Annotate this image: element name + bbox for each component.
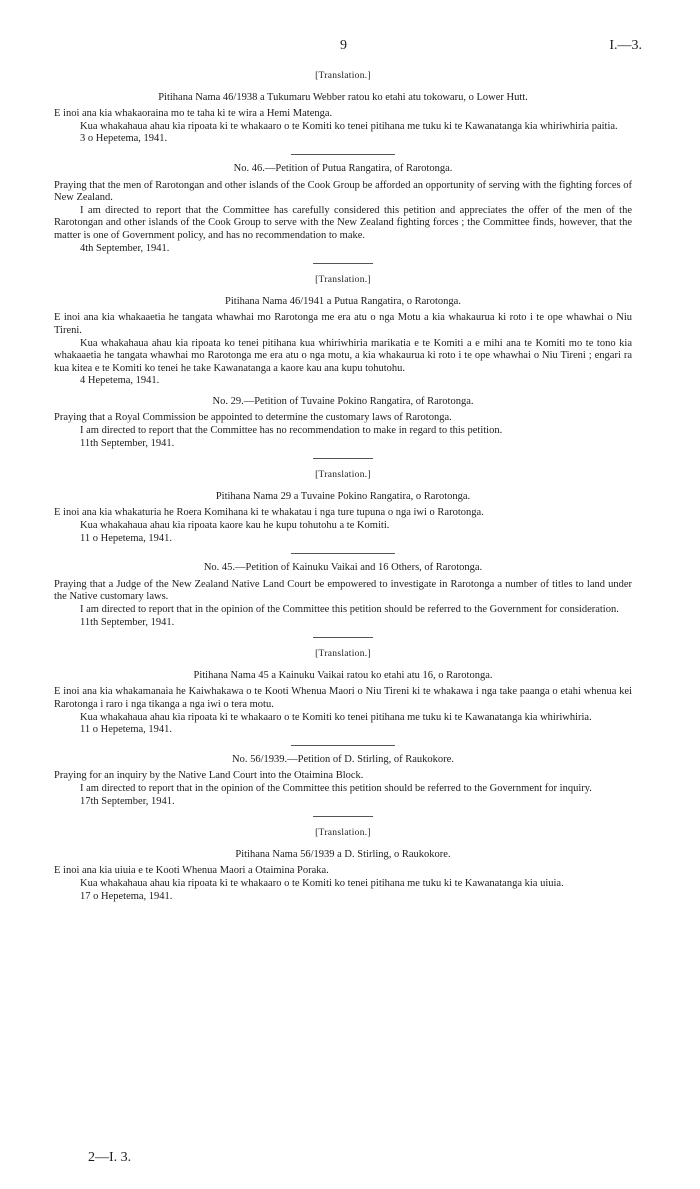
petition-translation-29 — [54, 469, 632, 545]
report-date: 11 o Hepetema, 1941. — [80, 724, 173, 736]
petition-prayer: E inoi ana kia whakaaetia he tangata whawhai mo Rarotonga me era atu o nga Motu a kia whakaurua ki roto i te ope whawhai o Niu Tireni. — [54, 312, 632, 336]
petition-29-tuvaine-pokino — [54, 396, 632, 450]
committee-report: I am directed to report that the Committee has carefully considered this petition and appreciates the offer of the men of the Rarotongan and other islands of the Cook Group to serve with the New Zealand fighting forces ; the Committee finds, however, that the matter is one of Government policy, and has no recommendation to make. — [54, 204, 632, 241]
committee-report: Kua whakahaua ahau kia ripoata ki te whakaaro o te Komiti ko tenei pitihana me tuku ki te Kawanatanga kia whiriwhiria paitia. — [80, 120, 618, 132]
petition-title: Pitihana Nama 46/1941 a Putua Rangatira, o Rarotonga. — [225, 295, 461, 307]
petition-prayer: Praying that a Royal Commission be appointed to determine the customary laws of Rarotonga. — [54, 412, 452, 424]
translation-label: [Translation.] — [315, 469, 371, 480]
section-divider — [291, 553, 395, 554]
section-divider — [313, 637, 373, 638]
committee-report: I am directed to report that in the opinion of the Committee this petition should be referred to the Government for consideration. — [80, 604, 619, 615]
report-date: 11th September, 1941. — [80, 437, 175, 449]
petition-title: No. 29.—Petition of Tuvaine Pokino Rangatira, of Rarotonga. — [212, 395, 474, 407]
petition-prayer: E inoi ana kia uiuia e te Kooti Whenua Maori a Otaimina Poraka. — [54, 865, 329, 877]
report-date: 4 Hepetema, 1941. — [80, 375, 160, 387]
page-number: 9 — [340, 38, 347, 53]
translation-label: [Translation.] — [315, 274, 371, 285]
committee-report: Kua whakahaua ahau kia ripoata ki te whakaaro o te Komiti ko tenei pitihana me tuku ki te Kawanatanga kia uiuia. — [80, 877, 564, 889]
petition-prayer: Praying that a Judge of the New Zealand Native Land Court be empowered to investigate in Rarotonga a number of titles to land under the Native customary laws. — [54, 578, 632, 603]
petition-title: Pitihana Nama 56/1939 a D. Stirling, o Raukokore. — [235, 848, 451, 860]
report-date: 11 o Hepetema, 1941. — [80, 532, 173, 544]
committee-report: I am directed to report that the Committee has no recommendation to make in regard to this petition. — [80, 425, 503, 437]
committee-report: Kua whakahaua ahau kia ripoata ki te whakaaro o te Komiti ko tenei pitihana me tuku ki te Kawanatanga kia whiriwhiria. — [80, 711, 592, 723]
committee-report: Kua whakahaua ahau kia ripoata kaore kau he kupu tohutohu a te Komiti. — [80, 520, 390, 532]
section-divider — [291, 745, 395, 746]
petition-prayer: Praying for an inquiry by the Native Land Court into the Otaimina Block. — [54, 770, 364, 782]
petition-title: Pitihana Nama 29 a Tuvaine Pokino Rangatira, o Rarotonga. — [215, 490, 471, 502]
report-date: 17 o Hepetema, 1941. — [80, 890, 173, 902]
petition-prayer: Praying that the men of Rarotongan and other islands of the Cook Group be afforded an opportunity of serving with the fighting forces of New Zealand. — [54, 179, 632, 204]
report-date: 3 o Hepetema, 1941. — [80, 133, 168, 145]
petition-46-putua-rangatira — [54, 163, 632, 255]
section-divider — [313, 458, 373, 459]
petition-title: No. 45.—Petition of Kainuku Vaikai and 16 Others, of Rarotonga. — [203, 562, 483, 574]
section-spacer — [54, 388, 632, 394]
committee-report: I am directed to report that in the opinion of the Committee this petition should be referred to the Government for inquiry. — [80, 782, 592, 794]
petition-45-kainuku-vaikai — [54, 562, 632, 629]
petition-prayer: E inoi ana kia whakamanaia he Kaiwhakawa o te Kooti Whenua Maori o Niu Tireni ki te whakawa i nga take paanga o etahi whenua kei Rarotonga i raro i nga tikanga a nga iwi o tera motu. — [54, 686, 632, 710]
document-reference: I.—3. — [609, 38, 642, 53]
petition-translation-46-1938 — [54, 70, 632, 146]
petition-title: Pitihana Nama 45 a Kainuku Vaikai ratou ko etahi atu 16, o Rarotonga. — [193, 669, 493, 681]
petition-prayer: E inoi ana kia whakaoraina mo te taha ki te wira a Hemi Matenga. — [54, 108, 333, 120]
petition-translation-45 — [54, 648, 632, 737]
petition-title: No. 56/1939.—Petition of D. Stirling, of Raukokore. — [232, 753, 454, 765]
report-date: 11th September, 1941. — [80, 616, 175, 628]
report-date: 4th September, 1941. — [80, 242, 170, 254]
petition-translation-56-1939 — [54, 827, 632, 903]
translation-label: [Translation.] — [315, 827, 371, 838]
petition-title: Pitihana Nama 46/1938 a Tukumaru Webber ratou ko etahi atu tokowaru, o Lower Hutt. — [158, 91, 528, 103]
translation-label: [Translation.] — [315, 648, 371, 659]
petition-prayer: E inoi ana kia whakaturia he Roera Komihana ki te whakatau i nga ture tupuna o nga iwi o Rarotonga. — [54, 507, 484, 519]
page-signature: 2—I. 3. — [88, 1150, 132, 1165]
section-divider — [313, 263, 373, 264]
document-page — [54, 38, 642, 903]
committee-report: Kua whakahaua ahau kia ripoata ko tenei pitihana kua whiriwhiria marikatia e te Komiti a e mihi ana te Komiti mo te tono kia whakaaetia he tangata whawhai mo Rarotonga me era atu o nga motu, a kia whakaurua ki roto i te ope whawhai o Niu Tireni ; engari ra kua kitea e te Komiti ko tenei he take Kawanatanga a kaore kau ana kupu tohutohu. — [54, 337, 632, 374]
translation-label: [Translation.] — [315, 70, 371, 81]
petition-title: No. 46.—Petition of Putua Rangatira, of Rarotonga. — [233, 162, 453, 174]
petition-translation-46-1941 — [54, 274, 632, 388]
section-divider — [291, 154, 395, 155]
report-date: 17th September, 1941. — [80, 795, 175, 807]
petition-56-1939-stirling — [54, 754, 632, 808]
section-divider — [313, 816, 373, 817]
page-header — [54, 38, 642, 60]
